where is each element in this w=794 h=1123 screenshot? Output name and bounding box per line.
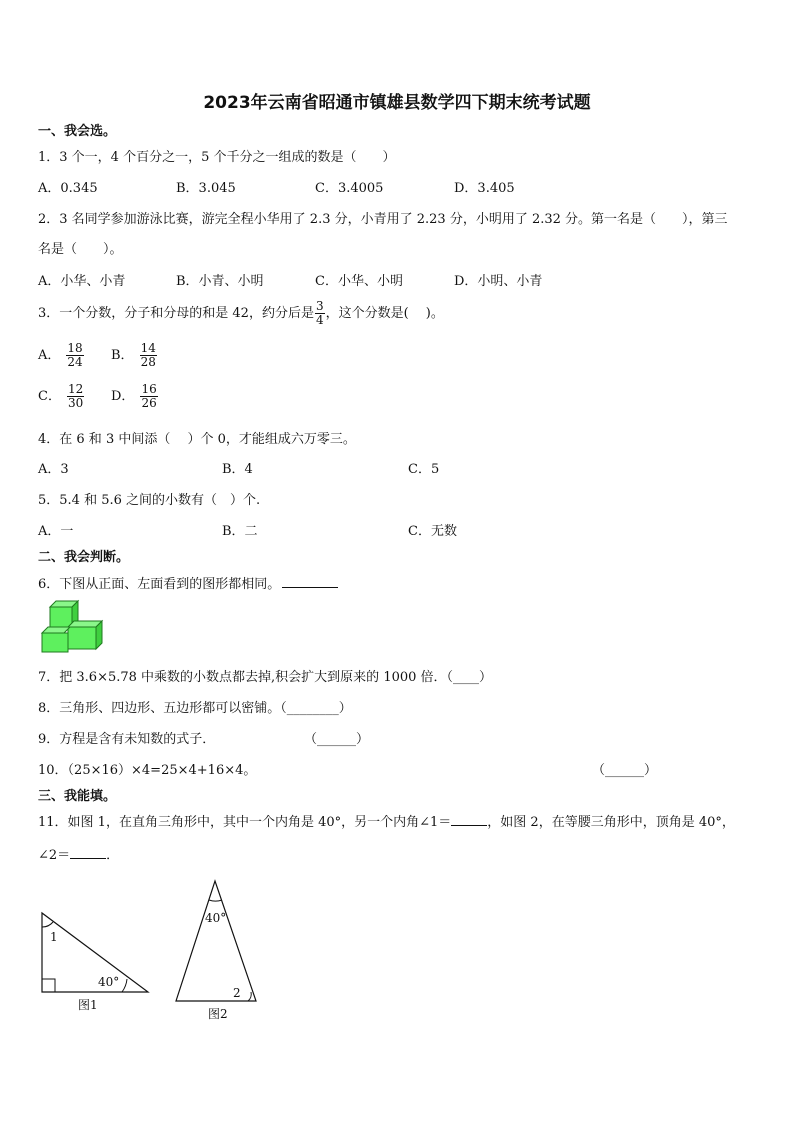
q1-option-b[interactable]: B．3.045: [176, 181, 236, 196]
q4-option-b[interactable]: B．4: [222, 462, 253, 477]
cube-figure: [40, 599, 104, 653]
q3-option-b[interactable]: B． $\frac{14}{28}$: [111, 341, 156, 369]
page-title: 2023年云南省昭通市镇雄县数学四下期末统考试题: [203, 93, 591, 113]
question-1: 1．3 个一，4 个百分之一，5 个千分之一组成的数是（ ）: [38, 150, 396, 165]
q2-option-b[interactable]: B．小青、小明: [176, 274, 264, 289]
q8-answer-blank[interactable]: （________）: [280, 701, 352, 716]
question-2-line-1: 2．3 名同学参加游泳比赛，游完全程小华用了 2.3 分，小青用了 2.23 分，小明用了 2.32 分。第一名是（ ），第三: [38, 212, 728, 227]
fig2-angle-label: 40°: [205, 911, 227, 925]
q3-option-a[interactable]: A． $\frac{18}{24}$: [38, 341, 83, 369]
q5-option-b[interactable]: B．二: [222, 524, 258, 539]
question-4: 4．在 6 和 3 中间添（ ）个 0，才能组成六万零三。: [38, 432, 356, 447]
q1-option-c[interactable]: C．3.4005: [315, 181, 384, 196]
question-11-line-1: 11．如图 1，在直角三角形中，其中一个内角是 40°，另一个内角∠1＝ ，如图 2，在等腰三角形中，顶角是 40°，: [38, 811, 735, 830]
q9-answer-blank[interactable]: （______）: [304, 732, 370, 747]
question-7: 7．把 3.6×5.78 中乘数的小数点都去掉,积会扩大到原来的 1000 倍．（____）: [38, 670, 493, 685]
q3-stem-before: 3．一个分数，分子和分母的和是 42，约分后是: [38, 306, 314, 321]
question-5: 5．5.4 和 5.6 之间的小数有（ ）个.: [38, 493, 261, 508]
q7-answer-blank[interactable]: （____）: [446, 670, 493, 685]
q2-option-c[interactable]: C．小华、小明: [315, 274, 403, 289]
figure-1-right-triangle: [36, 905, 156, 1015]
question-9: 9．方程是含有未知数的式子．: [38, 732, 216, 747]
section-2-heading: 二、我会判断。: [38, 550, 130, 565]
q3-option-c[interactable]: C． $\frac{12}{30}$: [38, 382, 84, 410]
q3-stem-after: ，这个分数是( )。: [325, 306, 444, 321]
fig1-angle-label: 40°: [98, 975, 120, 989]
question-8: 8．三角形、四边形、五边形都可以密铺。（________）: [38, 701, 352, 716]
q11-angle1-blank[interactable]: [451, 812, 487, 826]
q11-angle2-blank[interactable]: [70, 845, 106, 859]
question-10: 10．（25×16）×4=25×4+16×4。: [38, 763, 257, 778]
fig2-caption: 图2: [208, 1007, 228, 1021]
q2-option-d[interactable]: D．小明、小青: [454, 274, 543, 289]
cube-front-face: [50, 607, 72, 627]
q10-answer-blank[interactable]: （______）: [592, 763, 658, 778]
q3-option-d[interactable]: D． $\frac{16}{26}$: [111, 382, 157, 410]
question-3: [38, 300, 444, 327]
q5-option-c[interactable]: C．无数: [408, 524, 457, 539]
q4-option-c[interactable]: C．5: [408, 462, 440, 477]
q3-fraction: $\frac{3}{4}$: [315, 299, 324, 327]
q1-option-d[interactable]: D．3.405: [454, 181, 515, 196]
fig1-caption: 图1: [78, 998, 98, 1012]
q6-answer-blank[interactable]: [282, 574, 338, 588]
question-2-line-2: 名是（ ）。: [38, 242, 123, 257]
q4-option-a[interactable]: A．3: [38, 462, 69, 477]
q1-option-a[interactable]: A．0.345: [38, 181, 98, 196]
q5-option-a[interactable]: A．一: [38, 524, 74, 539]
section-1-heading: 一、我会选。: [38, 124, 117, 139]
figure-2-isosceles-triangle: [170, 876, 270, 1026]
q2-option-a[interactable]: A．小华、小青: [38, 274, 126, 289]
question-11-line-2: ∠2＝ ．: [38, 844, 119, 863]
fig1-angle-mark: 1: [50, 930, 58, 944]
question-6: 6．下图从正面、左面看到的图形都相同。: [38, 573, 338, 592]
section-3-heading: 三、我能填。: [38, 789, 117, 804]
fig2-angle-mark: 2: [233, 986, 241, 1000]
